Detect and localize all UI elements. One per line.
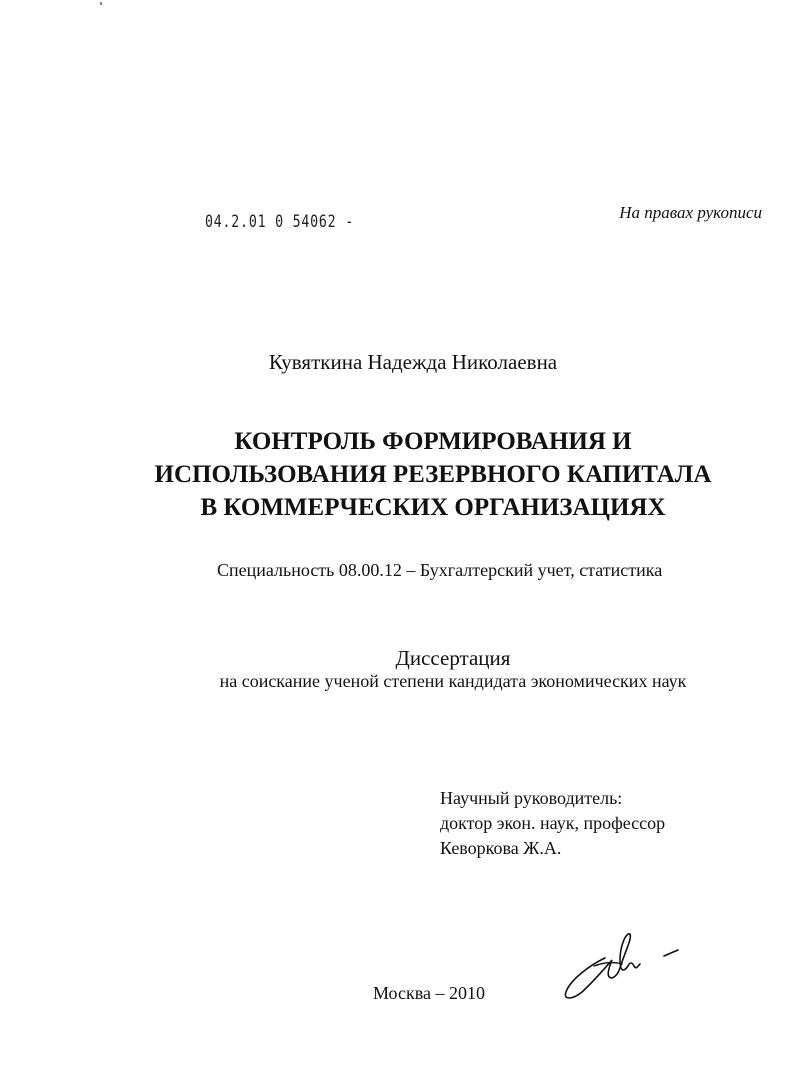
specialty: Специальность 08.00.12 – Бухгалтерский учет, статистика (217, 560, 663, 580)
title-line-1: КОНТРОЛЬ ФОРМИРОВАНИЯ И (234, 428, 632, 455)
scan-speck (100, 2, 102, 5)
document-type: Диссертация (395, 646, 511, 670)
degree-sought: на соискание ученой степени кандидата экономических наук (219, 671, 687, 691)
city-year: Москва – 2010 (373, 983, 485, 1003)
title-line-3: В КОММЕРЧЕСКИХ ОРГАНИЗАЦИЯХ (200, 494, 666, 521)
signature-icon (560, 920, 700, 1010)
supervisor-credentials: доктор экон. наук, профессор (440, 813, 666, 833)
author-name: Кувяткина Надежда Николаевна (268, 350, 558, 374)
title-line-2: ИСПОЛЬЗОВАНИЯ РЕЗЕРВНОГО КАПИТАЛА (154, 461, 712, 488)
supervisor-block (440, 786, 665, 861)
supervisor-name: Кеворкова Ж.А. (440, 838, 562, 858)
manuscript-rights-note: На правах рукописи (619, 203, 762, 222)
supervisor-label: Научный руководитель: (440, 788, 623, 808)
dissertation-title (0, 425, 796, 524)
library-stamp-number: 04.2.01 0 54062 - (205, 212, 354, 232)
